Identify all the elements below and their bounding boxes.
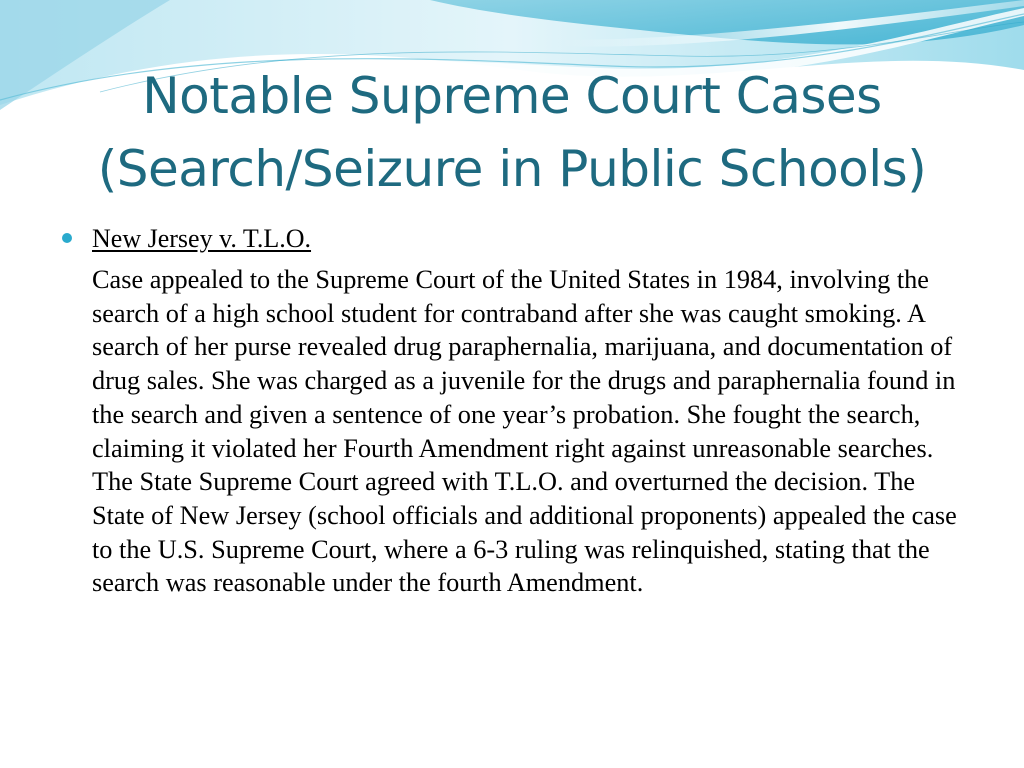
slide-content — [62, 222, 962, 600]
case-description: Case appealed to the Supreme Court of the United States in 1984, involving the search of a high school student for contraband after she was caught smoking. A search of her purse revealed drug paraphernalia, marijuana, and documentation of drug sales. She was charged as a juvenile for the drugs and paraphernalia found in the search and given a sentence of one year’s probation. She fought the search, claiming it violated her Fourth Amendment right against unreasonable searches. The State Supreme Court agreed with T.L.O. and overturned the decision. The State of New Jersey (school officials and additional proponents) appealed the case to the U.S. Supreme Court, where a 6-3 ruling was relinquished, stating that the search was reasonable under the fourth Amendment. — [92, 265, 957, 598]
case-name: New Jersey v. T.L.O. — [92, 224, 312, 253]
slide-title-line-2: (Search/Seizure in Public Schools) — [97, 140, 927, 198]
bullet-item — [62, 222, 962, 255]
slide-title-line-1: Notable Supreme Court Cases — [142, 67, 882, 125]
bullet-dot-icon — [62, 233, 72, 243]
slide-title — [0, 60, 1024, 206]
